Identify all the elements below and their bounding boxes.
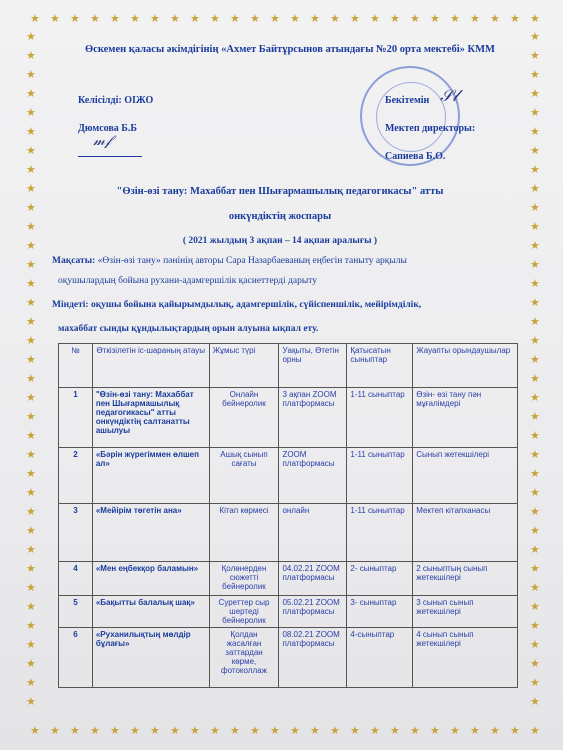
approval-label: Бекітемін xyxy=(385,95,430,106)
star-icon: ★ xyxy=(530,601,540,613)
star-icon: ★ xyxy=(26,126,36,138)
agreed-block xyxy=(78,87,153,171)
school-header: Өскемен қаласы әкімдігінің «Ахмет Байтұрсынов атындағы №20 орта мектебі» КММ xyxy=(85,44,495,55)
star-icon: ★ xyxy=(130,13,140,25)
goal-line-1 xyxy=(52,256,512,266)
star-icon: ★ xyxy=(170,13,180,25)
star-icon: ★ xyxy=(26,50,36,62)
star-icon: ★ xyxy=(26,259,36,271)
star-icon: ★ xyxy=(26,316,36,328)
plan-table xyxy=(58,343,518,688)
star-icon: ★ xyxy=(530,221,540,233)
table-row xyxy=(59,388,518,448)
approval-position: Мектеп директоры: xyxy=(385,123,476,134)
star-icon: ★ xyxy=(26,696,36,708)
star-icon: ★ xyxy=(26,297,36,309)
star-icon: ★ xyxy=(26,487,36,499)
row-classes: 1-11 сыныптар xyxy=(347,388,413,448)
star-icon: ★ xyxy=(410,725,420,737)
director-signature: 𝒮𝓁 xyxy=(440,86,458,105)
star-icon: ★ xyxy=(430,725,440,737)
header-classes: Қатысатын сыныптар xyxy=(347,344,413,388)
star-icon: ★ xyxy=(530,658,540,670)
star-icon: ★ xyxy=(530,696,540,708)
star-icon: ★ xyxy=(26,525,36,537)
star-icon: ★ xyxy=(26,145,36,157)
star-icon: ★ xyxy=(70,725,80,737)
row-classes: 1-11 сыныптар xyxy=(347,504,413,562)
star-icon: ★ xyxy=(530,525,540,537)
star-icon: ★ xyxy=(450,13,460,25)
star-icon: ★ xyxy=(130,725,140,737)
row-time-place: онлайн xyxy=(279,504,347,562)
row-time-place: 04.02.21 ZOOM платформасы xyxy=(279,562,347,596)
table-row xyxy=(59,628,518,688)
star-icon: ★ xyxy=(70,13,80,25)
star-icon: ★ xyxy=(26,601,36,613)
star-icon: ★ xyxy=(26,658,36,670)
star-icon: ★ xyxy=(270,725,280,737)
table-row xyxy=(59,448,518,504)
star-icon: ★ xyxy=(330,13,340,25)
star-icon: ★ xyxy=(26,183,36,195)
handwritten-signature: 𝓂𝒻 xyxy=(93,133,112,149)
star-icon: ★ xyxy=(530,544,540,556)
star-icon: ★ xyxy=(26,31,36,43)
row-time-place: 3 ақпан ZOOM платформасы xyxy=(279,388,347,448)
star-icon: ★ xyxy=(370,13,380,25)
row-responsible: 3 сынып сынып жетекшілері xyxy=(413,596,518,628)
star-icon: ★ xyxy=(310,725,320,737)
star-icon: ★ xyxy=(430,13,440,25)
star-icon: ★ xyxy=(170,725,180,737)
star-icon: ★ xyxy=(370,725,380,737)
star-icon: ★ xyxy=(390,13,400,25)
tasks-text-1: оқушы бойына қайырымдылық, адамгершілік, сүйіспеншілік, мейірімділік, xyxy=(90,300,422,310)
star-icon: ★ xyxy=(410,13,420,25)
star-icon: ★ xyxy=(530,164,540,176)
star-icon: ★ xyxy=(530,88,540,100)
star-icon: ★ xyxy=(26,335,36,347)
star-icon: ★ xyxy=(26,69,36,81)
row-responsible: 4 сынып сынып жетекшілері xyxy=(413,628,518,688)
star-icon: ★ xyxy=(530,430,540,442)
tasks-label: Міндеті: xyxy=(52,300,89,310)
star-icon: ★ xyxy=(330,725,340,737)
row-classes: 1-11 сыныптар xyxy=(347,448,413,504)
row-responsible: 2 сыныптың сынып жетекшілері xyxy=(413,562,518,596)
row-event-name: «Бәрін жүрегіммен өлшеп ал» xyxy=(92,448,209,504)
star-icon: ★ xyxy=(50,725,60,737)
tasks-line-2: махаббат сынды құндылықтардың орын алуына ықпал ету. xyxy=(58,324,319,334)
star-icon: ★ xyxy=(530,31,540,43)
row-work-type: Қолдан жасалған заттардан көрме, фотоколлаж xyxy=(209,628,279,688)
star-icon: ★ xyxy=(450,725,460,737)
star-icon: ★ xyxy=(530,677,540,689)
star-icon: ★ xyxy=(26,221,36,233)
row-work-type: Қолөнерден сюжетті бейнеролик xyxy=(209,562,279,596)
tasks-line-1 xyxy=(52,300,512,310)
row-number: 2 xyxy=(59,448,93,504)
star-icon: ★ xyxy=(26,354,36,366)
star-icon: ★ xyxy=(26,468,36,480)
plan-title: "Өзін-өзі тану: Махаббат пен Шығармашылық педагогикасы" атты xyxy=(116,186,444,197)
star-icon: ★ xyxy=(26,88,36,100)
star-icon: ★ xyxy=(230,13,240,25)
star-icon: ★ xyxy=(26,240,36,252)
approval-person: Сапиева Б.О. xyxy=(385,151,446,162)
row-classes: 4-сыныптар xyxy=(347,628,413,688)
star-icon: ★ xyxy=(150,13,160,25)
star-icon: ★ xyxy=(150,725,160,737)
star-icon: ★ xyxy=(26,544,36,556)
row-responsible: Мектеп кітапханасы xyxy=(413,504,518,562)
star-icon: ★ xyxy=(530,69,540,81)
star-icon: ★ xyxy=(530,639,540,651)
table-header-row xyxy=(59,344,518,388)
star-icon: ★ xyxy=(350,13,360,25)
star-icon: ★ xyxy=(26,639,36,651)
star-icon: ★ xyxy=(530,240,540,252)
star-icon: ★ xyxy=(210,13,220,25)
row-event-name: «Руханилықтың мөлдір бұлағы» xyxy=(92,628,209,688)
star-icon: ★ xyxy=(390,725,400,737)
star-icon: ★ xyxy=(530,316,540,328)
row-event-name: «Мейірім төгетін ана» xyxy=(92,504,209,562)
star-icon: ★ xyxy=(470,725,480,737)
agreed-person: Дюмсова Б.Б xyxy=(78,123,138,134)
star-icon: ★ xyxy=(110,13,120,25)
row-classes: 2- сыныптар xyxy=(347,562,413,596)
row-work-type: Суреттер сыр шертеді бейнеролик xyxy=(209,596,279,628)
row-number: 6 xyxy=(59,628,93,688)
star-icon: ★ xyxy=(530,278,540,290)
star-icon: ★ xyxy=(26,506,36,518)
row-classes: 3- сыныптар xyxy=(347,596,413,628)
star-icon: ★ xyxy=(490,13,500,25)
star-icon: ★ xyxy=(530,449,540,461)
row-event-name: «Мен еңбекқор баламын» xyxy=(92,562,209,596)
row-work-type: Онлайн бейнеролик xyxy=(209,388,279,448)
star-icon: ★ xyxy=(26,164,36,176)
row-event-name: «Бақытты балалық шақ» xyxy=(92,596,209,628)
star-icon: ★ xyxy=(26,563,36,575)
star-icon: ★ xyxy=(530,297,540,309)
star-icon: ★ xyxy=(530,411,540,423)
agreed-label: Келісілді: ОІЖО xyxy=(78,95,154,106)
star-icon: ★ xyxy=(270,13,280,25)
row-number: 4 xyxy=(59,562,93,596)
star-icon: ★ xyxy=(30,725,40,737)
star-icon: ★ xyxy=(530,13,540,25)
row-responsible: Сынып жетекшілері xyxy=(413,448,518,504)
star-icon: ★ xyxy=(230,725,240,737)
row-number: 1 xyxy=(59,388,93,448)
star-icon: ★ xyxy=(26,582,36,594)
plan-subtitle: онкүндіктің жоспары xyxy=(228,211,332,222)
header-time-place: Уақыты, Өтетін орны xyxy=(279,344,347,388)
star-icon: ★ xyxy=(530,202,540,214)
star-icon: ★ xyxy=(530,506,540,518)
row-number: 3 xyxy=(59,504,93,562)
goal-text-1: «Өзін-өзі тану» пәнінің авторы Сара Назарбаеваның еңбегін таныту арқылы xyxy=(97,256,407,266)
agreed-signature-line xyxy=(78,143,153,171)
star-icon: ★ xyxy=(530,259,540,271)
header-number: № xyxy=(59,344,93,388)
star-icon: ★ xyxy=(530,183,540,195)
star-icon: ★ xyxy=(530,468,540,480)
star-icon: ★ xyxy=(250,13,260,25)
star-icon: ★ xyxy=(26,392,36,404)
plan-dates: ( 2021 жылдың 3 ақпан – 14 ақпан аралығы ) xyxy=(182,236,378,246)
star-icon: ★ xyxy=(290,13,300,25)
star-icon: ★ xyxy=(530,582,540,594)
star-icon: ★ xyxy=(530,145,540,157)
star-icon: ★ xyxy=(530,373,540,385)
star-icon: ★ xyxy=(30,13,40,25)
row-event-name: "Өзін-өзі тану: Махаббат пен Шығармашылық педагогикасы" атты онкүндіктің салтанатты ашылуы xyxy=(92,388,209,448)
star-icon: ★ xyxy=(530,392,540,404)
table-row xyxy=(59,596,518,628)
star-icon: ★ xyxy=(26,107,36,119)
row-work-type: Ашық сынып сағаты xyxy=(209,448,279,504)
row-time-place: 08.02.21 ZOOM платформасы xyxy=(279,628,347,688)
star-icon: ★ xyxy=(190,13,200,25)
star-icon: ★ xyxy=(26,373,36,385)
star-icon: ★ xyxy=(210,725,220,737)
header-event-name: Өткізілетін іс-шараның атауы xyxy=(92,344,209,388)
star-icon: ★ xyxy=(350,725,360,737)
row-time-place: 05.02.21 ZOOM платформасы xyxy=(279,596,347,628)
table-row xyxy=(59,504,518,562)
star-icon: ★ xyxy=(530,725,540,737)
star-icon: ★ xyxy=(530,335,540,347)
star-icon: ★ xyxy=(510,13,520,25)
star-icon: ★ xyxy=(310,13,320,25)
star-icon: ★ xyxy=(190,725,200,737)
star-icon: ★ xyxy=(530,50,540,62)
star-icon: ★ xyxy=(90,725,100,737)
header-work-type: Жұмыс түрі xyxy=(209,344,279,388)
star-icon: ★ xyxy=(530,107,540,119)
star-icon: ★ xyxy=(290,725,300,737)
star-icon: ★ xyxy=(470,13,480,25)
star-icon: ★ xyxy=(510,725,520,737)
star-icon: ★ xyxy=(26,620,36,632)
row-responsible: Өзін- өзі тану пән мұғалімдері xyxy=(413,388,518,448)
goal-line-2: оқушылардың бойына рухани-адамгершілік қасиеттерді дарыту xyxy=(58,276,317,286)
star-icon: ★ xyxy=(26,449,36,461)
star-icon: ★ xyxy=(530,354,540,366)
star-icon: ★ xyxy=(26,278,36,290)
row-number: 5 xyxy=(59,596,93,628)
star-icon: ★ xyxy=(26,202,36,214)
star-icon: ★ xyxy=(26,430,36,442)
star-icon: ★ xyxy=(530,563,540,575)
star-icon: ★ xyxy=(50,13,60,25)
star-icon: ★ xyxy=(26,677,36,689)
star-icon: ★ xyxy=(250,725,260,737)
star-icon: ★ xyxy=(530,487,540,499)
star-icon: ★ xyxy=(490,725,500,737)
approval-block xyxy=(385,87,475,171)
star-icon: ★ xyxy=(90,13,100,25)
row-work-type: Кітап көрмесі xyxy=(209,504,279,562)
goal-label: Мақсаты: xyxy=(52,256,96,266)
star-icon: ★ xyxy=(530,620,540,632)
header-responsible: Жауапты орындаушылар xyxy=(413,344,518,388)
table-row xyxy=(59,562,518,596)
star-icon: ★ xyxy=(26,411,36,423)
star-icon: ★ xyxy=(110,725,120,737)
star-icon: ★ xyxy=(530,126,540,138)
row-time-place: ZOOM платформасы xyxy=(279,448,347,504)
